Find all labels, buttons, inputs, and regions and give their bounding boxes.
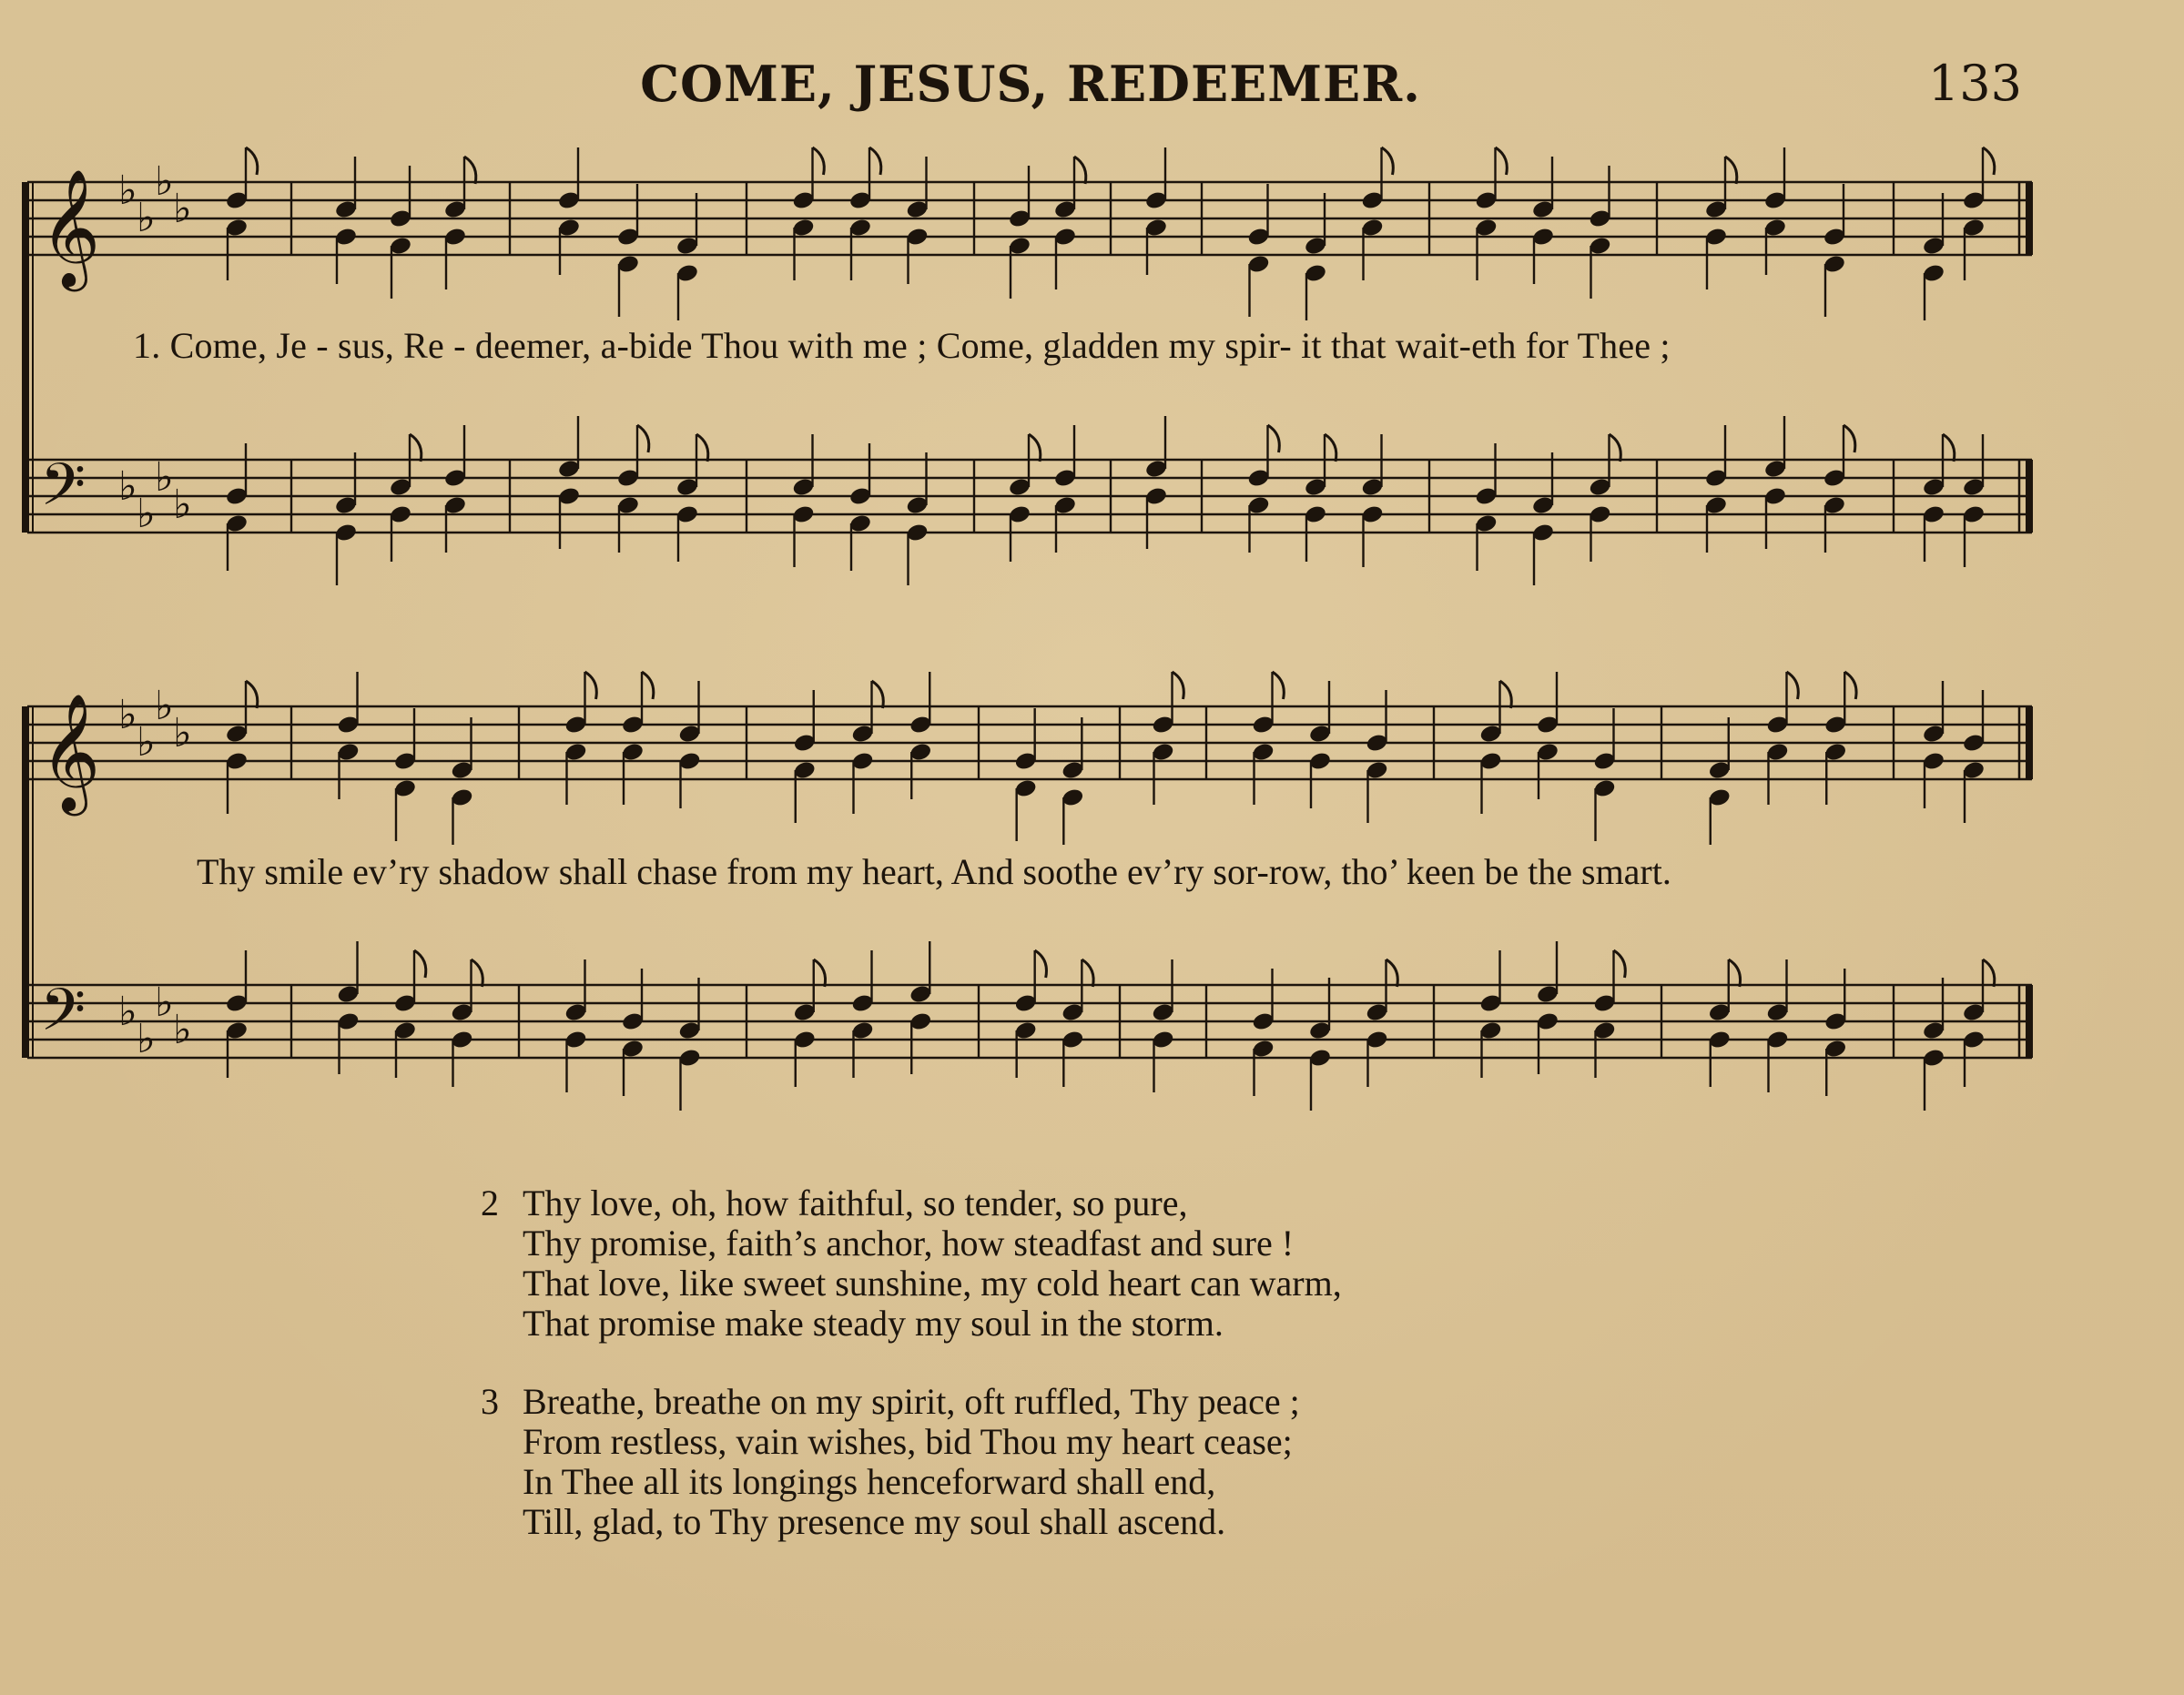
note-flag: [642, 672, 654, 699]
flat-icon: ♭: [155, 454, 174, 501]
note-flag: [1387, 959, 1398, 987]
flat-icon: ♭: [137, 195, 156, 241]
flat-icon: ♭: [155, 158, 174, 205]
hymn-title: COME, JESUS, REDEEMER.: [640, 55, 1421, 113]
note-flag: [472, 959, 483, 987]
note-flag: [414, 950, 426, 978]
note-flag: [1325, 434, 1336, 462]
flat-icon: ♭: [118, 463, 137, 510]
note-flag: [637, 425, 649, 452]
verse-3: [481, 1382, 1300, 1542]
verse-line: Till, glad, to Thy presence my soul shall ascend.: [523, 1501, 1226, 1542]
note-flag: [1035, 950, 1047, 978]
note-flag: [869, 147, 881, 175]
note-flag: [813, 147, 825, 175]
note-flag: [1500, 681, 1512, 708]
verse-line: In Thee all its longings henceforward shall end,: [523, 1461, 1216, 1502]
system-brace: [22, 706, 29, 1058]
final-barline: [2026, 985, 2033, 1058]
note-flag: [1496, 147, 1508, 175]
page-number: 133: [1927, 55, 2022, 112]
note-flag: [585, 672, 597, 699]
note-flag: [1983, 959, 1995, 987]
note-flag: [1074, 157, 1086, 184]
flat-icon: ♭: [155, 683, 174, 729]
flat-icon: ♭: [118, 167, 137, 214]
final-barline: [2026, 706, 2033, 779]
final-barline: [2026, 460, 2033, 533]
final-barline: [2026, 182, 2033, 255]
note-flag: [464, 157, 476, 184]
flat-icon: ♭: [173, 710, 192, 756]
note-flag: [246, 147, 258, 175]
flat-icon: ♭: [118, 692, 137, 738]
flat-icon: ♭: [137, 1016, 156, 1062]
lyric-line-system-1: 1. Come, Je - sus, Re - deemer, a-bide Thou with me ; Come, gladden my spir- it that wait-eth for Thee ;: [133, 325, 1671, 366]
note-flag: [1029, 434, 1041, 462]
treble-clef-icon: 𝄞: [40, 693, 101, 811]
verse-line: That love, like sweet sunshine, my cold heart can warm,: [523, 1263, 1342, 1304]
note-flag: [246, 681, 258, 708]
verse-number: 3: [481, 1381, 499, 1422]
flat-icon: ♭: [118, 989, 137, 1035]
verse-line: Thy love, oh, how faithful, so tender, so pure,: [523, 1182, 1188, 1223]
note-flag: [410, 434, 422, 462]
note-flag: [814, 959, 826, 987]
verse-line: Thy promise, faith’s anchor, how steadfast and sure !: [523, 1223, 1295, 1264]
note-flag: [1614, 950, 1626, 978]
verse-number: 2: [481, 1182, 499, 1223]
note-flag: [1382, 147, 1394, 175]
verse-line: From restless, vain wishes, bid Thou my heart cease;: [523, 1421, 1293, 1462]
note-flag: [872, 681, 884, 708]
system-brace: [22, 182, 29, 533]
treble-clef-icon: 𝄞: [40, 168, 101, 287]
note-flag: [1610, 434, 1621, 462]
lyric-line-system-2: Thy smile ev’ry shadow shall chase from my heart, And soothe ev’ry sor-row, tho’ keen be the smart.: [197, 851, 1671, 892]
note-flag: [1268, 425, 1280, 452]
note-flag: [696, 434, 708, 462]
flat-icon: ♭: [173, 1007, 192, 1053]
note-flag: [1729, 959, 1741, 987]
verse-2: [481, 1183, 1342, 1344]
flat-icon: ♭: [173, 186, 192, 232]
verse-line: That promise make steady my soul in the storm.: [523, 1303, 1224, 1344]
note-flag: [1082, 959, 1093, 987]
score-layer: [22, 147, 2033, 1111]
bass-clef-icon: 𝄢: [40, 977, 86, 1059]
flat-icon: ♭: [137, 491, 156, 537]
note-flag: [1844, 425, 1855, 452]
flat-icon: ♭: [173, 482, 192, 528]
note-flag: [1787, 672, 1799, 699]
flat-icon: ♭: [155, 979, 174, 1026]
flat-icon: ♭: [137, 719, 156, 766]
note-flag: [1725, 157, 1737, 184]
bass-clef-icon: 𝄢: [40, 452, 86, 533]
note-flag: [1273, 672, 1285, 699]
note-flag: [1943, 434, 1955, 462]
note-flag: [1983, 147, 1995, 175]
verse-line: Breathe, breathe on my spirit, oft ruffled, Thy peace ;: [523, 1381, 1300, 1422]
note-flag: [1844, 672, 1856, 699]
note-flag: [1173, 672, 1184, 699]
